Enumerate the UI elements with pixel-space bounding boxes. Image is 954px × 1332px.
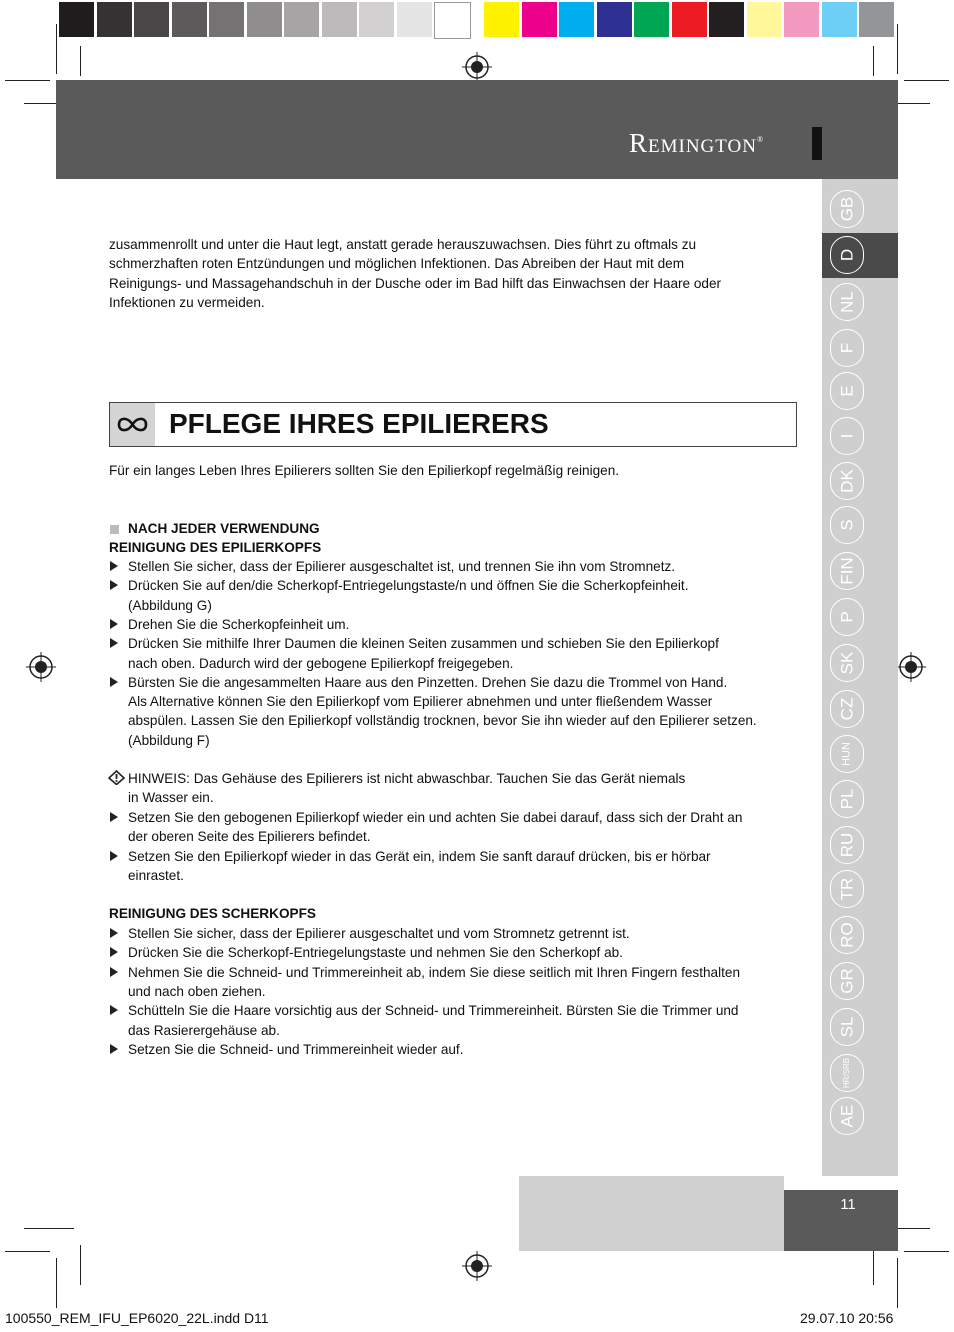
language-tab-hr-srb[interactable]: [830, 1054, 864, 1092]
language-tab-label: HR/SRB: [841, 1057, 851, 1089]
gray-swatch: [397, 2, 432, 37]
crop-mark: [5, 1251, 50, 1252]
list-item-line: Drehen Sie die Scherkopfeinheit um.: [128, 616, 350, 632]
warning-icon: [108, 770, 125, 785]
language-tab-label: GB: [837, 196, 857, 222]
language-tab-f[interactable]: [830, 329, 864, 367]
brand-logo: Remington®: [629, 128, 765, 158]
bullet-arrow-icon: [110, 928, 118, 938]
after-use-heading: NACH JEDER VERWENDUNG: [128, 521, 320, 536]
bullet-arrow-icon: [110, 677, 118, 687]
section-lead: Für ein langes Leben Ihres Epilierers sollten Sie den Epilierkopf regelmäßig reinigen.: [109, 463, 620, 478]
infinity-icon: [110, 403, 155, 446]
intro-line: Reinigungs- und Massagehandschuh in der Dusche oder im Bad hilft das Einwachsen der Haare oder: [109, 275, 722, 291]
color-swatch: [747, 2, 782, 37]
list-item-line: und nach oben ziehen.: [128, 983, 266, 999]
language-tab-label: RO: [837, 922, 857, 948]
language-tab-ae[interactable]: [830, 1097, 864, 1135]
header-band: [56, 80, 898, 179]
language-tab-cz[interactable]: [830, 690, 864, 728]
language-tab-e[interactable]: [830, 372, 864, 410]
gray-swatch: [172, 2, 207, 37]
language-tab-label: RU: [837, 832, 857, 858]
language-tab-label: FIN: [837, 557, 857, 585]
list-item-line: nach oben. Dadurch wird der gebogene Epilierkopf freigegeben.: [128, 655, 514, 671]
gray-swatch: [359, 2, 394, 37]
color-swatch: [672, 2, 707, 37]
list-item-line: Als Alternative können Sie den Epilierkopf vom Epilierer abnehmen und unter fließendem Wasser: [128, 694, 713, 710]
crop-mark: [897, 24, 898, 74]
color-swatch: [822, 2, 857, 37]
language-tab-fin[interactable]: [830, 552, 864, 590]
list-item-line: Setzen Sie die Schneid- und Trimmereinheit wieder auf.: [128, 1041, 464, 1057]
print-slug-date: 29.07.10 20:56: [800, 1310, 894, 1326]
language-tab-sk[interactable]: [830, 644, 864, 682]
list-item-line: Nehmen Sie die Schneid- und Trimmereinheit ab, indem Sie diese seitlich mit Ihren Fingern festhalten: [128, 964, 741, 980]
language-tab-tr[interactable]: [830, 870, 864, 908]
language-tab-d[interactable]: [830, 236, 864, 274]
language-tab-pl[interactable]: [830, 780, 864, 818]
logo-bar: [812, 127, 822, 160]
language-tab-label: HUN: [840, 742, 853, 766]
list-item-line: Stellen Sie sicher, dass der Epilierer ausgeschaltet und vom Stromnetz getrennt ist.: [128, 926, 630, 941]
gray-swatch: [134, 2, 169, 37]
language-tab-dk[interactable]: [830, 462, 864, 500]
bullet-arrow-icon: [110, 967, 118, 977]
list-item-line: Drücken Sie die Scherkopf-Entriegelungstaste und nehmen Sie den Scherkopf ab.: [128, 945, 623, 961]
bullet-arrow-icon: [110, 580, 118, 590]
language-tab-s[interactable]: [830, 506, 864, 544]
color-swatch: [859, 2, 894, 37]
bullet-arrow-icon: [110, 851, 118, 861]
language-tab-label: S: [837, 519, 857, 531]
crop-mark: [24, 1228, 74, 1229]
crop-mark: [80, 46, 81, 76]
language-tab-label: P: [837, 611, 857, 623]
language-tab-sl[interactable]: [830, 1008, 864, 1046]
color-swatch: [634, 2, 669, 37]
crop-mark: [904, 1251, 949, 1252]
language-tab-gr[interactable]: [830, 962, 864, 1000]
bullet-arrow-icon: [110, 561, 118, 571]
gray-swatch: [97, 2, 132, 37]
bullet-arrow-icon: [110, 1044, 118, 1054]
intro-line: schmerzhaften roten Entzündungen und möglichen Infektionen. Das Abreiben der Haut mit dem: [109, 256, 685, 272]
language-tab-ru[interactable]: [830, 826, 864, 864]
registration-mark-icon: [462, 52, 492, 82]
registration-mark-icon: [462, 1251, 492, 1281]
gray-swatch: [247, 2, 282, 37]
shaver-head-cleaning-heading: REINIGUNG DES SCHERKOPFS: [109, 906, 316, 921]
gray-swatch: [434, 2, 471, 39]
list-item-line: Setzen Sie den gebogenen Epilierkopf wieder ein und achten Sie dabei darauf, dass sich der Draht an: [128, 810, 743, 825]
language-tab-ro[interactable]: [830, 916, 864, 954]
crop-mark: [56, 24, 57, 74]
bullet-arrow-icon: [110, 947, 118, 957]
list-item-line: Drücken Sie auf den/die Scherkopf-Entriegelungstaste/n und öffnen Sie die Scherkopfeinheit.: [128, 578, 689, 594]
crop-mark: [904, 80, 949, 81]
color-swatch: [597, 2, 632, 37]
language-tab-label: SK: [837, 651, 857, 675]
color-swatch: [559, 2, 594, 37]
registration-mark-icon: [896, 652, 926, 682]
list-item-line: abspülen. Lassen Sie den Epilierkopf vollständig trocknen, bevor Sie ihn wieder auf den Epilierer setzen.: [128, 713, 757, 729]
language-tab-label: I: [837, 433, 857, 439]
crop-mark: [56, 1258, 57, 1308]
language-tab-label: SL: [837, 1016, 857, 1038]
list-item-line: Drücken Sie mithilfe Ihrer Daumen die kleinen Seiten zusammen und schieben Sie den Epilierkopf: [128, 636, 719, 652]
color-swatch: [709, 2, 744, 37]
color-swatch: [784, 2, 819, 37]
language-tab-label: PL: [837, 788, 857, 810]
language-tab-label: NL: [837, 291, 857, 313]
list-item-line: Setzen Sie den Epilierkopf wieder in das Gerät ein, indem Sie sanft darauf drücken, bis er hörbar: [128, 848, 711, 864]
gray-swatch: [284, 2, 319, 37]
list-item-line: Schütteln Sie die Haare vorsichtig aus der Schneid- und Trimmereinheit. Bürsten Sie die Trimmer und: [128, 1003, 739, 1019]
print-slug-file: 100550_REM_IFU_EP6020_22L.indd D11: [5, 1310, 269, 1326]
list-item-line: (Abbildung F): [128, 732, 210, 748]
note-line: HINWEIS: Das Gehäuse des Epilierers ist nicht abwaschbar. Tauchen Sie das Gerät niemals: [128, 771, 686, 786]
footer-band-light: [519, 1176, 784, 1251]
language-tab-label: AE: [837, 1104, 857, 1128]
trademark: ®: [756, 135, 765, 144]
gray-swatch: [59, 2, 94, 37]
intro-line: zusammenrollt und unter die Haut legt, anstatt gerade herauszuwachsen. Dies führt zu oftmals zu: [109, 237, 697, 252]
bullet-arrow-icon: [110, 1005, 118, 1015]
gray-swatch: [322, 2, 357, 37]
language-tab-label: D: [837, 248, 857, 262]
crop-mark: [897, 1258, 898, 1308]
list-item-line: der oberen Seite des Epilierers befindet.: [128, 829, 371, 845]
color-swatch: [522, 2, 557, 37]
intro-line: Infektionen zu vermeiden.: [109, 294, 265, 310]
gray-swatch: [209, 2, 244, 37]
page-number: 11: [840, 1196, 856, 1213]
list-item-line: das Rasierergehäuse ab.: [128, 1022, 280, 1038]
list-item-line: (Abbildung G): [128, 597, 212, 613]
language-tab-label: E: [837, 385, 857, 397]
epilator-head-cleaning-heading: REINIGUNG DES EPILIERKOPFS: [109, 540, 322, 555]
bullet-arrow-icon: [110, 638, 118, 648]
language-tab-label: GR: [837, 968, 857, 994]
section-title: PFLEGE IHRES EPILIERERS: [169, 408, 549, 439]
language-tab-gb[interactable]: [830, 190, 864, 228]
registration-mark-icon: [26, 652, 56, 682]
bullet-arrow-icon: [110, 619, 118, 629]
color-swatch: [484, 2, 519, 37]
list-item-line: Stellen Sie sicher, dass der Epilierer ausgeschaltet ist, und trennen Sie ihn vom Stromnetz.: [128, 559, 676, 574]
language-tab-hun[interactable]: [830, 735, 864, 773]
language-tab-label: TR: [837, 877, 857, 901]
crop-mark: [5, 80, 50, 81]
section-icon-box: [110, 403, 155, 446]
bullet-arrow-icon: [110, 812, 118, 822]
note-line: in Wasser ein.: [128, 790, 214, 806]
list-item-line: Bürsten Sie die angesammelten Haare aus den Pinzetten. Drehen Sie dazu die Trommel von Hand.: [128, 674, 728, 690]
language-tab-i[interactable]: [830, 417, 864, 455]
language-tab-label: CZ: [837, 697, 857, 721]
crop-mark: [873, 1245, 874, 1285]
language-tab-label: F: [837, 342, 857, 354]
language-tab-nl[interactable]: [830, 283, 864, 321]
sub-section-marker: [110, 525, 119, 534]
language-tab-p[interactable]: [830, 598, 864, 636]
crop-mark: [80, 1245, 81, 1285]
crop-mark: [873, 46, 874, 76]
list-item-line: einrastet.: [128, 867, 184, 883]
language-tab-label: DK: [837, 469, 857, 493]
